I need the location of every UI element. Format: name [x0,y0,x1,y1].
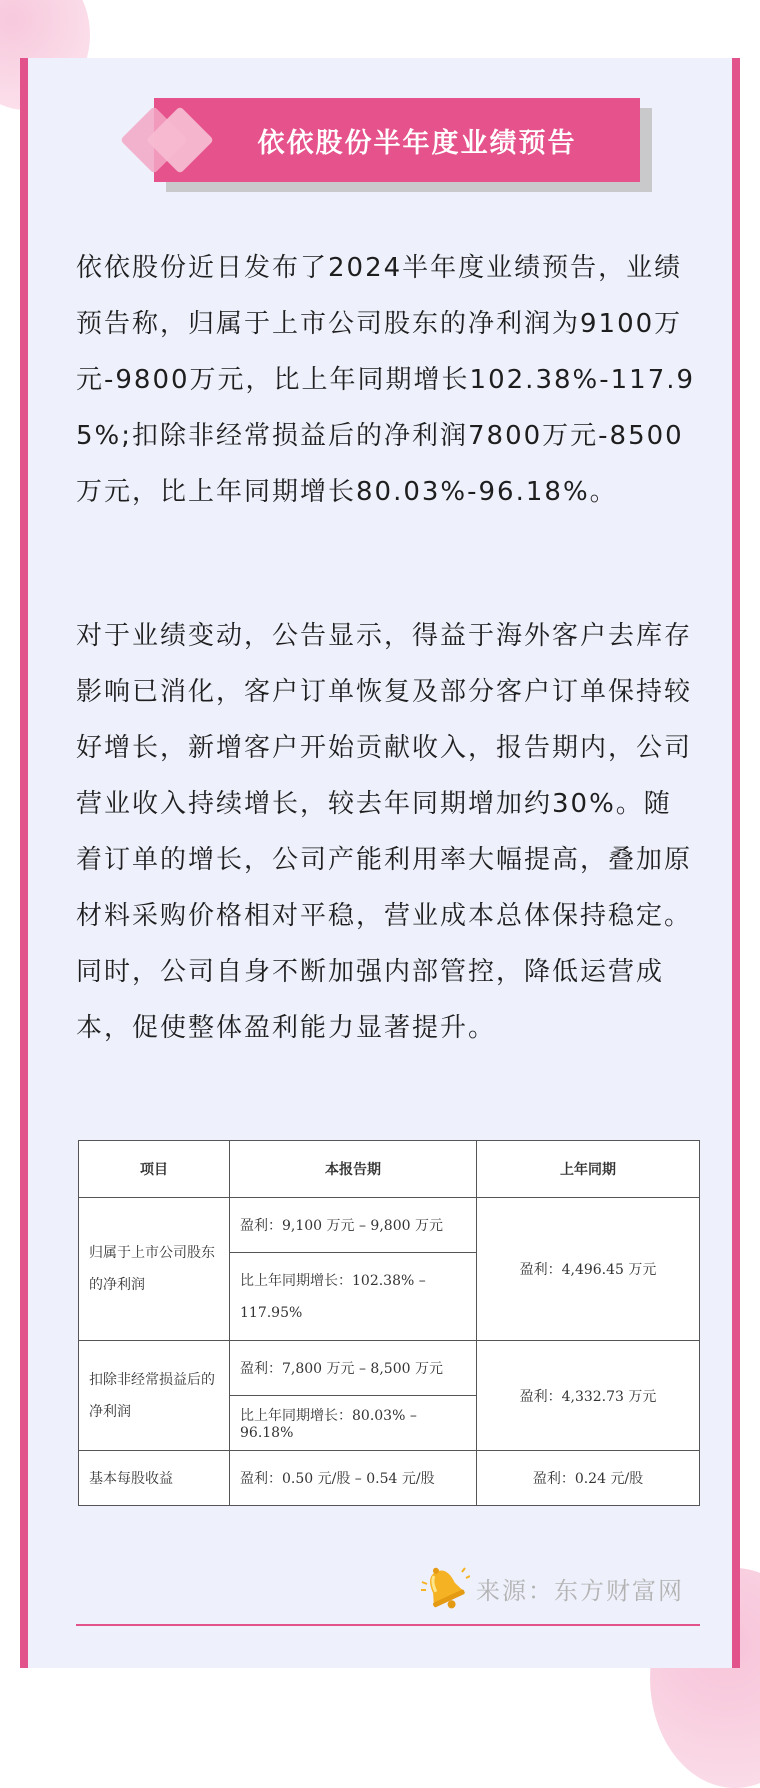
table-cell-previous: 盈利：4,332.73 万元 [477,1341,700,1451]
table-cell-current: 盈利：7,800 万元 – 8,500 万元 [230,1341,477,1396]
title-banner [154,98,640,182]
table-row [79,1341,700,1396]
page-title: 依依股份半年度业绩预告 [257,127,577,159]
table-cell-previous: 盈利：4,496.45 万元 [477,1198,700,1341]
paragraph-forecast: 依依股份近日发布了2024半年度业绩预告，业绩预告称，归属于上市公司股东的净利润为9100万元-9800万元，比上年同期增长102.38%-117.95%;扣除非经常损益后的净利润7800万元-8500万元，比上年同期增长80.03%-96.18%。 [76,253,696,507]
table-cell-current: 盈利：0.50 元/股 – 0.54 元/股 [230,1451,477,1506]
table-cell-current-growth: 比上年同期增长：80.03% – 96.18% [230,1396,477,1451]
table-header-item: 项目 [79,1141,230,1198]
paragraph-reasons: 对于业绩变动，公告显示，得益于海外客户去库存影响已消化，客户订单恢复及部分客户订单保持较好增长，新增客户开始贡献收入，报告期内，公司营业收入持续增长，较去年同期增加约30%。随着订单的增长，公司产能利用率大幅提高，叠加原材料采购价格相对平稳，营业成本总体保持稳定。同时，公司自身不断加强内部管控，降低运营成本，促使整体盈利能力显著提升。 [76,621,693,1043]
source-text: 来源：东方财富网 [476,1576,684,1605]
table-cell-item: 基本每股收益 [79,1451,230,1506]
table-cell-current: 盈利：9,100 万元 – 9,800 万元 [230,1198,477,1253]
table-header-previous: 上年同期 [477,1141,700,1198]
table-header-row [79,1141,700,1198]
table-row [79,1451,700,1506]
bottom-divider [76,1624,700,1626]
table-cell-previous: 盈利：0.24 元/股 [477,1451,700,1506]
article-card [20,58,740,1668]
source-credit [418,1558,684,1618]
table-cell-current-growth: 比上年同期增长：102.38% – 117.95% [230,1253,477,1341]
table-header-current: 本报告期 [230,1141,477,1198]
table-cell-item: 扣除非经常损益后的净利润 [79,1341,230,1451]
table-row [79,1198,700,1253]
table-cell-item: 归属于上市公司股东的净利润 [79,1198,230,1341]
bell-icon [418,1562,470,1614]
forecast-table [78,1140,700,1506]
